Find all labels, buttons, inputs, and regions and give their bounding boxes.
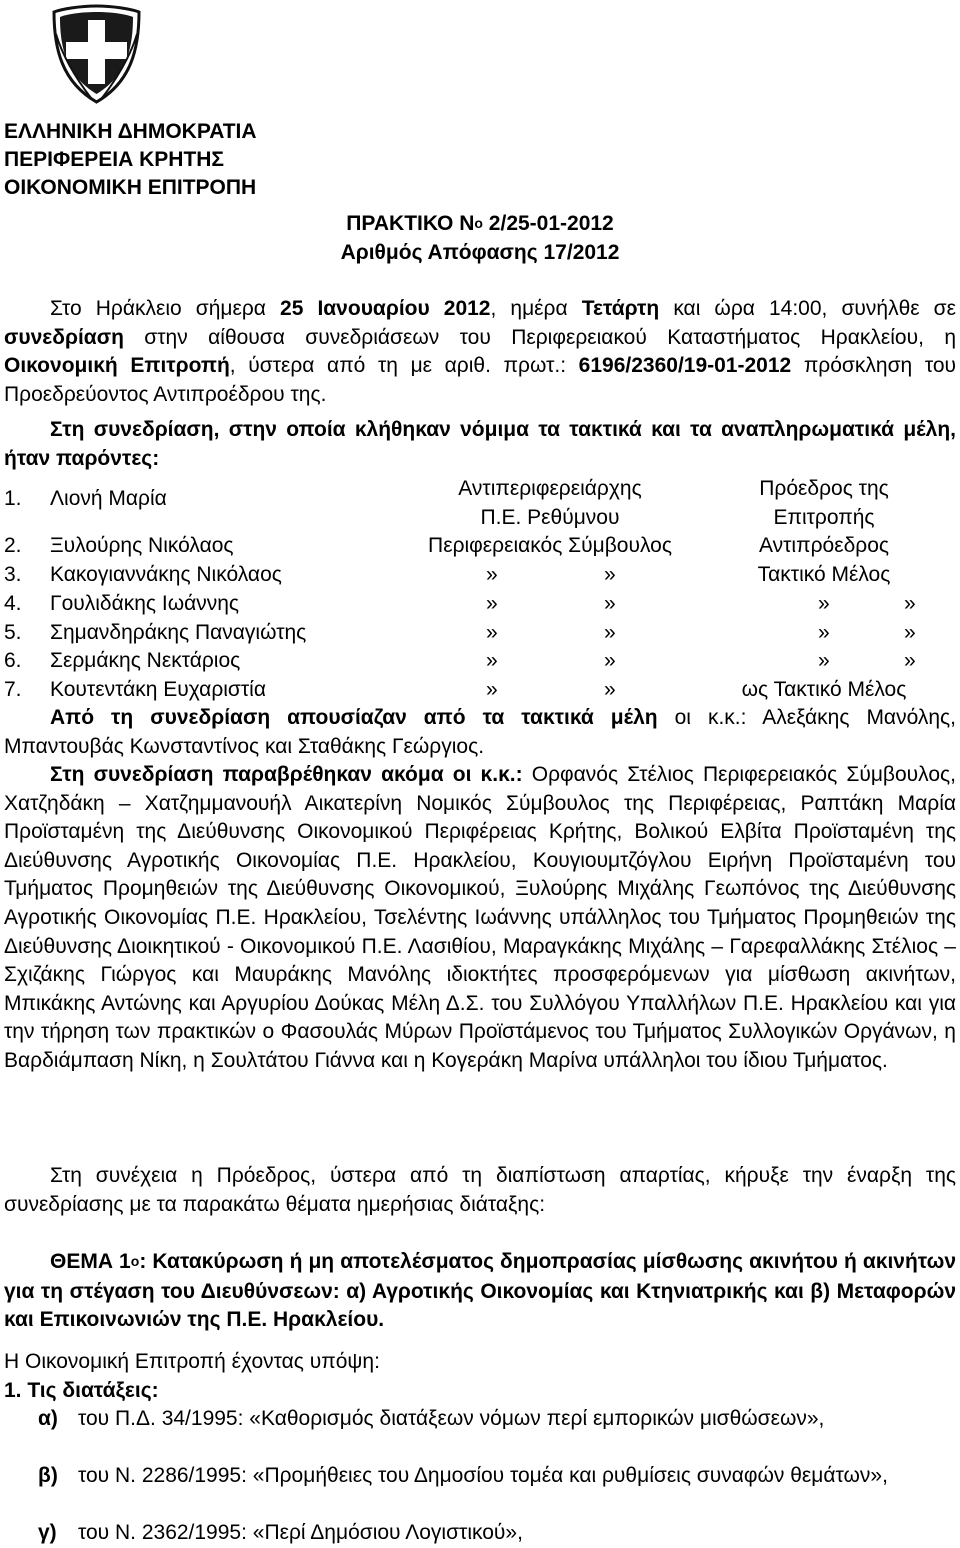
member-role-line-1: Αντιπεριφερειάρχης [458,477,642,500]
member-row [4,561,956,589]
member-position-line-2: Επιτροπής [773,506,875,529]
member-name: Γουλιδάκης Ιωάννης [50,592,240,615]
member-name: Λιονή Μαρία [50,487,167,510]
header-line-2: ΠΕΡΙΦΕΡΕΙΑ ΚΡΗΤΗΣ [4,148,225,171]
decision-number: Αριθμός Απόφασης 17/2012 [340,241,620,264]
member-number: 2. [4,534,22,557]
ditto-mark: » [486,592,498,615]
minutes-number: 2/25-01-2012 [482,212,614,235]
provision-text: του Π.Δ. 34/1995: «Καθορισμός διατάξεων νόμων περί εμπορικών μισθώσεων», [78,1407,825,1430]
member-row [4,532,956,560]
absent-label: Από τη συνεδρίαση απουσίαζαν από τα τακτικά μέλη [50,706,658,729]
considering-line: Η Οικονομική Επιτροπή έχοντας υπόψη: [4,1350,380,1373]
session-word: συνεδρίαση [4,325,124,349]
ditto-mark: » [818,649,830,672]
member-number: 1. [4,487,22,510]
member-position-line-1: Πρόεδρος της [759,477,889,500]
provision-label: β) [38,1464,58,1487]
member-position: Τακτικό Μέλος [757,563,891,586]
ditto-mark: » [486,621,498,644]
member-number: 5. [4,621,22,644]
agenda-theme [4,1248,956,1335]
absent-text: οι κ.κ.: Αλεξάκης Μανόλης, Μπαντουβάς Κωνσταντίνος και Σταθάκης Γεώργιος. [4,706,956,758]
committee-name: Οικονομική Επιτροπή [4,354,230,378]
theme-prefix: ΘΕΜΑ 1 [50,1250,131,1273]
theme-text: : Κατακύρωση ή μη αποτελέσματος δημοπρασίας μίσθωσης ακινήτου ή ακινήτων για τη στέγαση του Διευθύνσεων: α) Αγροτικής Οικονομίας και Κτηνιατρικής και β) Μεταφορών και Επικοινωνιών της Π.Ε. Ηρακλείου. [4,1250,957,1332]
member-number: 4. [4,592,22,615]
header-line-3: ΟΙΚΟΝΟΜΙΚΗ ΕΠΙΤΡΟΠΗ [4,176,257,199]
intro-text-5: , ύστερα από τη με αριθ. πρωτ.: [229,354,579,378]
member-number: 3. [4,563,22,586]
meeting-date: 25 Ιανουαρίου 2012 [280,297,491,320]
attended-paragraph [4,761,956,1076]
intro-paragraph [4,295,956,409]
member-name: Ξυλούρης Νικόλαος [50,534,234,557]
continuation-paragraph: Στη συνέχεια η Πρόεδρος, ύστερα από τη διαπίστωση απαρτίας, κήρυξε την έναρξη της συνεδρίασης με τα παρακάτω θέματα ημερήσιας διάταξης: [4,1164,956,1216]
meeting-day: Τετάρτη [581,297,660,320]
provisions-heading: 1. Τις διατάξεις: [4,1379,159,1402]
intro-text-2: , ημέρα [490,297,582,320]
issuer-header [4,118,257,202]
ditto-mark: » [486,649,498,672]
attended-text: Ορφανός Στέλιος Περιφερειακός Σύμβουλος, Χατζηδάκη – Χατζημμανουήλ Αικατερίνη Νομικός Σύμβουλος της Περιφέρειας, Ραπτάκη Μαρία Προϊσταμένη της Διεύθυνσης Οικονομικού Περιφέρειας Κρήτης, Βολικού Ελβίτα Προϊσταμένη της Διεύθυνσης Αγροτικής Οικονομίας Π.Ε. Ηρακλείου, Κουγιουμτζόγλου Ειρήνη Προϊσταμένη του Τμήματος Προμηθειών της Διεύθυνσης Οικονομικού, Ξυλούρης Μιχάλης Γεωπόνος της Διεύθυνσης Αγροτικής Οικονομίας Π.Ε. Ηρακλείου, Τσελέντης Ιωάννης υπάλληλος του Τμήματος Προμηθειών της Διεύθυνσης Διοικητικού - Οικονομικού Π.Ε. Λασιθίου, Μαραγκάκης Μιχάλης – Γαρεφαλλάκης Στέλιος – Σχιζάκης Γιώργος και Μαυράκης Μανόλης ιδιοκτήτες προσφερόμενων για μίσθωση ακινήτων, Μπικάκης Αντώνης και Αργυρίου Δούκας Μέλη Δ.Σ. του Συλλόγου Υπαλλήλων Π.Ε. Ηρακλείου και για την τήρηση των πρακτικών ο Φασουλάς Μύρων Προϊστάμενος του Τμήματος Συλλογικών Οργάνων, η Βαρδιάμπαση Νίκη, η Σουλτάτου Γιάννα και η Κογεράκη Μαρίνα υπάλληλοι του ίδιου Τμήματος. [4,763,956,1072]
member-position: Αντιπρόεδρος [759,534,889,557]
intro-text-1: Στο Ηράκλειο σήμερα [50,297,281,320]
provision-label: γ) [38,1521,57,1544]
ditto-mark: » [818,621,830,644]
ditto-mark: » [604,563,616,586]
ditto-mark: » [604,649,616,672]
intro-text-6: πρόσκληση του Προεδρεύοντος Αντιπροέδρου της. [4,354,956,406]
member-name: Σερμάκης Νεκτάριος [50,649,241,672]
provision-text: του Ν. 2362/1995: «Περί Δημόσιου Λογιστικού», [78,1521,523,1544]
member-name: Σημανδηράκης Παναγιώτης [50,621,307,644]
intro-text-4: στην αίθουσα συνεδριάσεων του Περιφερειακού Καταστήματος Ηρακλείου, η [123,325,956,349]
member-name: Κακογιαννάκης Νικόλαος [50,563,282,586]
member-number: 6. [4,649,22,672]
provision-text: του Ν. 2286/1995: «Προμήθειες του Δημοσίου τομέα και ρυθμίσεις συναφών θεμάτων», [78,1464,888,1487]
member-row [4,647,956,675]
invitation-number: 6196/2360/19-01-2012 [578,354,792,378]
minutes-sup: ο [474,215,483,231]
member-row [4,590,956,618]
member-row [4,475,956,531]
intro-text-3: και ώρα 14:00, συνήλθε σε [659,297,956,320]
member-name: Κουτεντάκη Ευχαριστία [50,678,266,701]
provision-item [4,1462,956,1491]
member-position: ως Τακτικό Μέλος [741,678,907,701]
attended-label: Στη συνεδρίαση παραβρέθηκαν ακόμα οι κ.κ.: [50,763,523,786]
ditto-mark: » [604,678,616,701]
member-role: Περιφερειακός Σύμβουλος [428,534,672,557]
provision-item [4,1405,956,1434]
ditto-mark: » [486,678,498,701]
ditto-mark: » [604,621,616,644]
member-row [4,676,956,704]
minutes-prefix: ΠΡΑΚΤΙΚΟ Ν [346,212,475,235]
ditto-mark: » [904,621,916,644]
coat-of-arms-icon [51,4,142,104]
member-number: 7. [4,678,22,701]
ditto-mark: » [604,592,616,615]
provision-item [4,1519,956,1548]
header-line-1: ΕΛΛΗΝΙΚΗ ΔΗΜΟΚΡΑΤΙΑ [4,120,257,143]
ditto-mark: » [904,592,916,615]
theme-sup: ο [130,1253,140,1269]
ditto-mark: » [904,649,916,672]
minutes-title [0,210,960,240]
member-row [4,619,956,647]
provision-label: α) [38,1407,58,1430]
present-heading: Στη συνεδρίαση, στην οποία κλήθηκαν νόμιμα τα τακτικά και τα αναπληρωματικά μέλη, ήταν παρόντες: [4,418,956,470]
ditto-mark: » [818,592,830,615]
member-role-line-2: Π.Ε. Ρεθύμνου [480,506,620,529]
ditto-mark: » [486,563,498,586]
absent-paragraph [4,704,956,761]
